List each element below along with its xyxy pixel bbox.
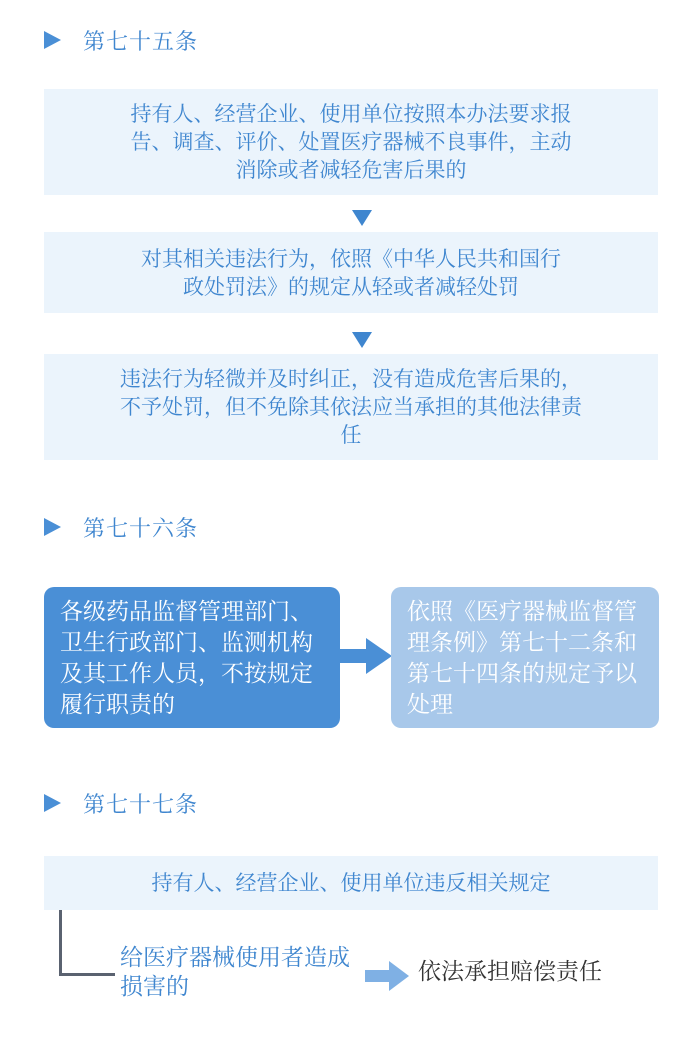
heading-art76-text: 第七十六条	[83, 516, 199, 542]
heading-art75	[44, 20, 198, 60]
art77-result-text: 依法承担赔偿责任	[418, 959, 602, 985]
triangle-bullet-icon	[44, 518, 61, 536]
art75-box-2-text: 对其相关违法行为，依照《中华人民共和国行政处罚法》的规定从轻或者减轻处罚	[141, 246, 561, 299]
art77-condition-text: 给医疗器械使用者造成损害的	[120, 945, 350, 1000]
right-arrow-icon	[365, 961, 411, 991]
art77-box	[44, 856, 658, 910]
art75-box-3	[44, 354, 658, 460]
art76-right-text: 依照《医疗器械监督管理条例》第七十二条和第七十四条的规定予以处理	[407, 599, 637, 718]
art75-box-3-text: 违法行为轻微并及时纠正，没有造成危害后果的，不予处罚，但不免除其依法应当承担的其他法律责任	[120, 367, 582, 447]
art76-left-text: 各级药品监督管理部门、卫生行政部门、监测机构及其工作人员，不按规定履行职责的	[60, 599, 313, 718]
art75-box-1	[44, 89, 658, 195]
art76-right-card	[391, 587, 659, 728]
down-arrow-icon	[352, 332, 372, 348]
heading-art76	[44, 507, 198, 547]
heading-art77-text: 第七十七条	[83, 792, 199, 818]
art77-box-text: 持有人、经营企业、使用单位违反相关规定	[151, 871, 551, 895]
right-arrow-icon	[336, 638, 394, 674]
connector-line	[59, 910, 115, 976]
heading-art77	[44, 783, 198, 823]
art76-left-card	[44, 587, 340, 728]
heading-art75-text: 第七十五条	[83, 29, 199, 55]
triangle-bullet-icon	[44, 31, 61, 49]
triangle-bullet-icon	[44, 794, 61, 812]
down-arrow-icon	[352, 210, 372, 226]
art75-box-1-text: 持有人、经营企业、使用单位按照本办法要求报告、调查、评价、处置医疗器械不良事件，主动消除或者减轻危害后果的	[130, 102, 572, 182]
art75-box-2	[44, 232, 658, 313]
